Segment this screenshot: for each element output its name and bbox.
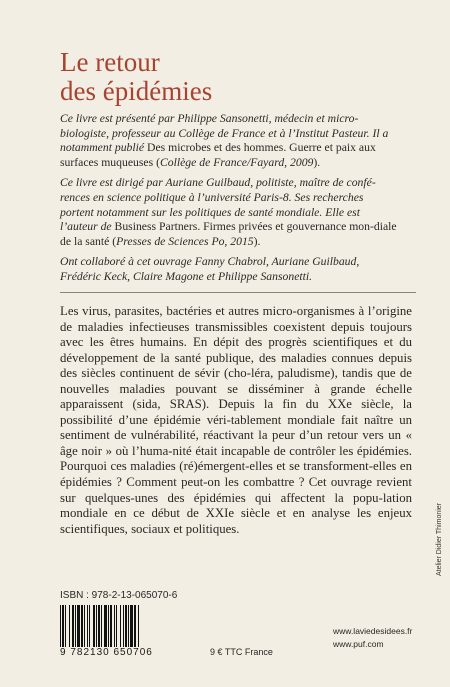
barcode-bar	[62, 605, 64, 647]
text-run: Des microbes et des hommes. Guerre et paix aux surfaces muqueuses (	[60, 141, 376, 169]
text-run: Ce livre est dirigé par Auriane Guilbaud, politiste, maître de confé-rences en science politique à l’université Paris-8. Ses recherches portent notamment sur les politiques de santé mondiale. Elle est l’auteur de	[60, 176, 376, 234]
barcode-bar	[96, 605, 97, 647]
barcode-bar	[108, 605, 109, 647]
book-summary: Les virus, parasites, bactéries et autres micro-organismes à l’origine de maladies infectieuses transmissibles coexistent depuis toujours avec les êtres humains. En dépit des progrès scientifiques et du développement de la santé publique, des maladies connues depuis des siècles continuent de sévir (cho-léra, paludisme), tandis que de nouvelles maladies pouvant se disséminer à grande échelle apparaissent (sida, SRAS). Depuis la fin du XXe siècle, la possibilité d’une épidémie véri-tablement mondiale fait naître un sentiment de vulnérabilité, réactivant la peur d’un retour vers un « âge noir » où l’huma-nité était incapable de contrôler les épidémies. Pourquoi ces maladies (ré)émergent-elles et se transforment-elles en épidémies ? Comment peut-on les combattre ? Cet ouvrage revient sur quelques-unes des épidémies qui affectent la popu-lation mondiale en ce début de XXIe siècle et en analyse les enjeux scientifiques, sociaux et politiques.	[60, 304, 412, 536]
barcode-bar	[104, 605, 107, 647]
author-notes	[60, 112, 400, 291]
text-run: Business Partners. Firmes privées et gouvernance mon-diale de la santé (	[60, 220, 397, 248]
barcode-bar	[110, 605, 112, 647]
section-divider	[60, 292, 416, 293]
barcode-graphic	[59, 605, 169, 647]
barcode-bar	[89, 605, 90, 647]
cover-credit: Atelier Didier Thimonier	[436, 502, 443, 576]
publisher-urls	[333, 625, 412, 651]
url-laviedesidees[interactable]: www.laviedesidees.fr	[333, 626, 413, 636]
barcode-bar	[130, 605, 133, 647]
barcode-bar	[72, 605, 74, 647]
text-run: Collège de France/Fayard, 2009	[159, 155, 314, 169]
barcode-bar	[81, 605, 83, 647]
barcode-bar	[125, 605, 127, 647]
isbn-label: ISBN : 978-2-13-065070-6	[60, 590, 178, 601]
barcode-digits: 9 782130 650706	[60, 647, 153, 658]
barcode-bar	[98, 605, 100, 647]
barcode-bar	[134, 605, 136, 647]
author-note-contributors	[60, 255, 400, 284]
title-line-1: Le retour	[60, 47, 160, 77]
text-run: ).	[313, 155, 321, 169]
barcode-bar	[60, 605, 61, 647]
barcode-bar	[87, 605, 88, 647]
book-title	[60, 48, 212, 106]
text-run: Ce livre est présenté par Philippe Sansonetti, médecin et micro-biologiste, professeur au Collège de France et à l’Institut Pasteur. Il a notamment publié	[60, 112, 389, 155]
price-label: 9 € TTC France	[210, 647, 273, 657]
barcode-bar	[138, 605, 139, 647]
url-puf[interactable]: www.puf.com	[333, 639, 384, 649]
text-run: Presses de Sciences Po, 2015	[116, 234, 254, 248]
author-note-guilbaud	[60, 176, 400, 249]
author-note-sansonetti	[60, 112, 400, 170]
barcode-bar	[69, 605, 70, 647]
barcode-bar	[120, 605, 121, 647]
barcode-bar	[77, 605, 80, 647]
barcode-bar	[101, 605, 102, 647]
barcode-bar	[84, 605, 85, 647]
barcode-bar	[116, 605, 117, 647]
text-run: Ont collaboré à cet ouvrage Fanny Chabrol, Auriane Guilbaud, Frédéric Keck, Claire Magone et Philippe Sansonetti.	[60, 255, 360, 283]
barcode-bar	[123, 605, 124, 647]
title-line-2: des épidémies	[60, 76, 213, 106]
barcode-bar	[128, 605, 129, 647]
barcode-bar	[114, 605, 115, 647]
barcode-bar	[65, 605, 66, 647]
barcode-bar	[93, 605, 95, 647]
text-run: ).	[253, 234, 261, 248]
barcode-bar	[75, 605, 76, 647]
